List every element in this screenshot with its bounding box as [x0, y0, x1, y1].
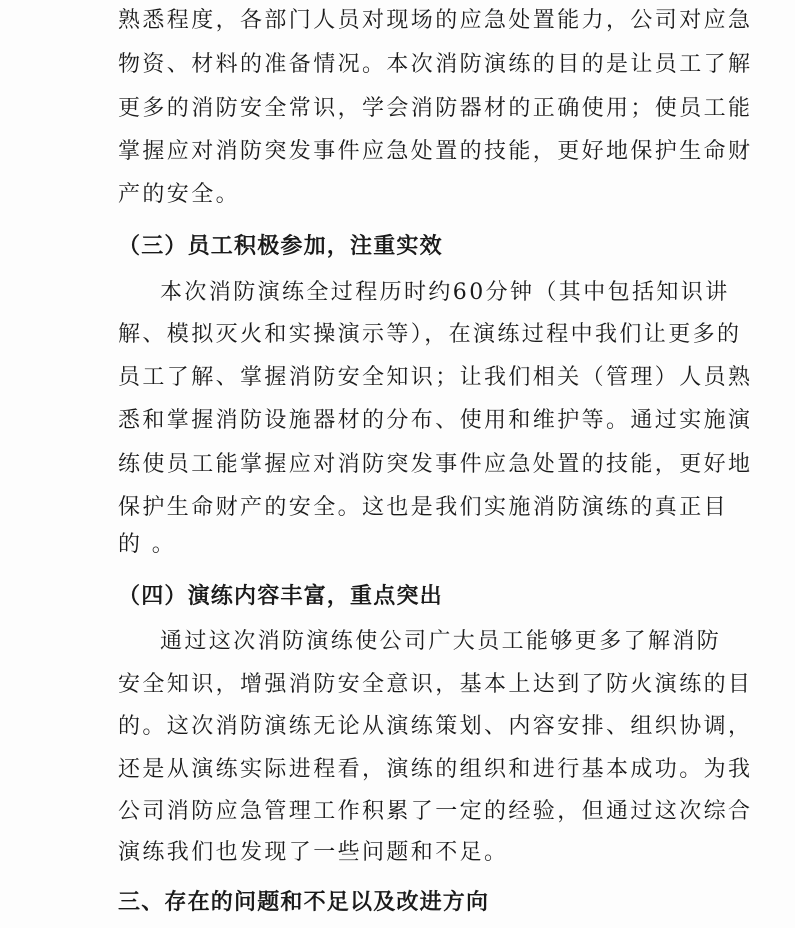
paragraph-line: 熟悉程度，各部门人员对现场的应急处置能力，公司对应急: [118, 8, 753, 33]
section-heading: （四）演练内容丰富，重点突出: [118, 584, 443, 609]
paragraph-line: 练使员工能掌握应对消防突发事件应急处置的技能，更好地: [118, 452, 753, 477]
paragraph-line: 产的安全。: [118, 182, 241, 207]
paragraph-line: 物资、材料的准备情况。本次消防演练的目的是让员工了解: [118, 52, 753, 77]
paragraph-line: 解、模拟灭火和实操演示等），在演练过程中我们让更多的: [118, 322, 742, 347]
paragraph-line: 更多的消防安全常识，学会消防器材的正确使用；使员工能: [118, 96, 753, 121]
paragraph-line: 安全知识，增强消防安全意识，基本上达到了防火演练的目: [118, 672, 753, 697]
paragraph-line: 演练我们也发现了一些问题和不足。: [118, 840, 509, 865]
paragraph-line: 通过这次消防演练使公司广大员工能够更多了解消防: [160, 629, 722, 654]
paragraph-line: 掌握应对消防突发事件应急处置的技能，更好地保护生命财: [118, 139, 753, 164]
paragraph-line: 的 。: [118, 532, 177, 557]
paragraph-line: 本次消防演练全过程历时约60分钟（其中包括知识讲: [160, 280, 730, 305]
paragraph-line: 保护生命财产的安全。这也是我们实施消防演练的真正目: [118, 495, 729, 520]
section-heading: （三）员工积极参加，注重实效: [118, 234, 443, 259]
paragraph-line: 员工了解、掌握消防安全知识；让我们相关（管理）人员熟: [118, 365, 753, 390]
paragraph-line: 还是从演练实际进程看，演练的组织和进行基本成功。为我: [118, 757, 753, 782]
paragraph-line: 公司消防应急管理工作积累了一定的经验，但通过这次综合: [118, 799, 753, 824]
paragraph-line: 的。这次消防演练无论从演练策划、内容安排、组织协调，: [118, 714, 753, 739]
paragraph-line: 悉和掌握消防设施器材的分布、使用和维护等。通过实施演: [118, 408, 753, 433]
chapter-heading: 三、存在的问题和不足以及改进方向: [118, 890, 490, 915]
